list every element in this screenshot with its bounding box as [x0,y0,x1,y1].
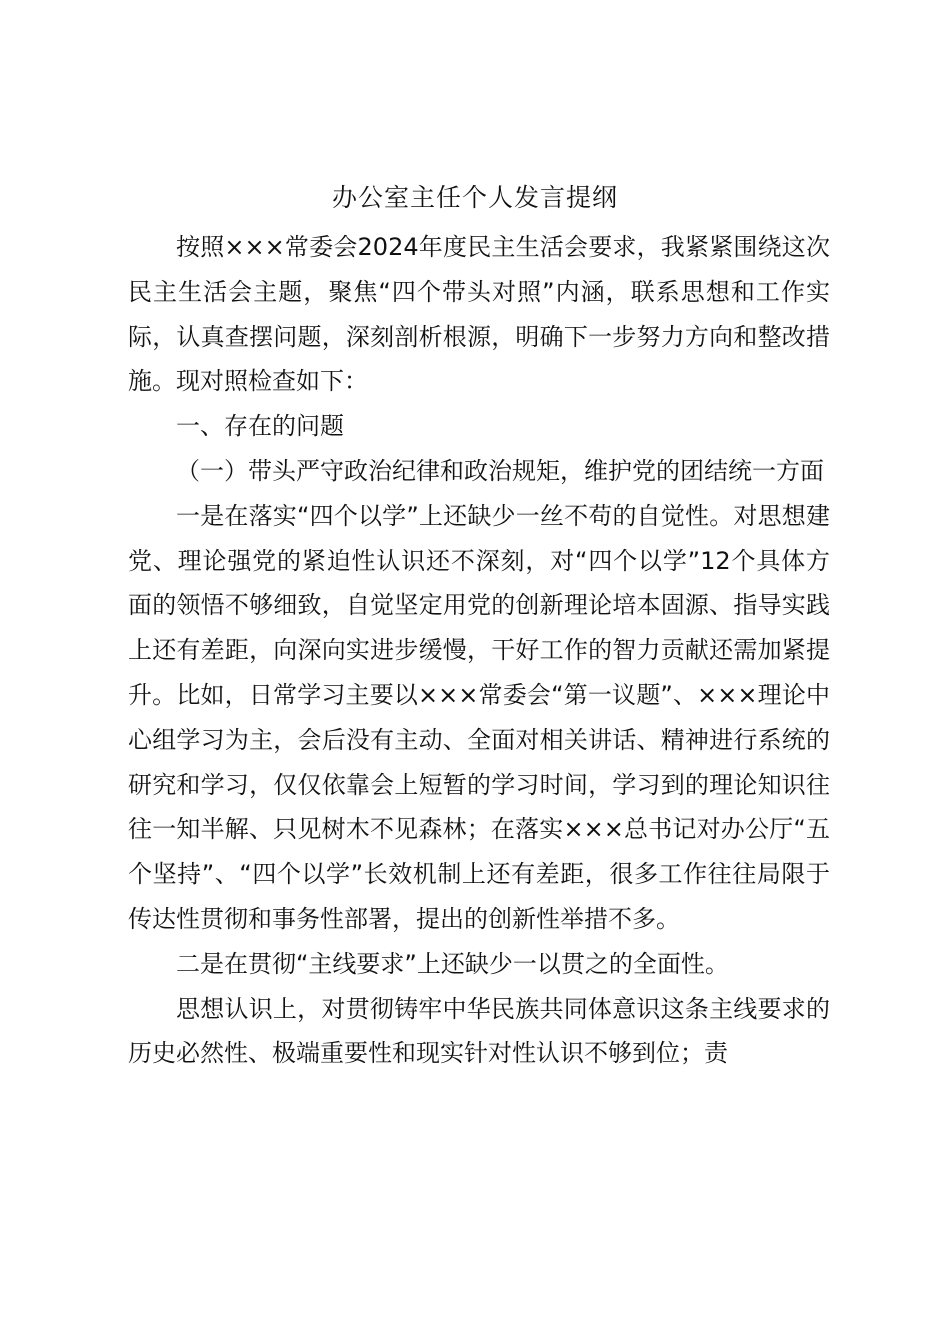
subsection-heading: （一）带头严守政治纪律和政治规矩，维护党的团结统一方面 [176,456,824,485]
paragraph-intro: 按照×××常委会2024年度民主生活会要求，我紧紧围绕这次民主生活会主题，聚焦“四个带头对照”内涵，联系思想和工作实际，认真查摆问题，深刻剖析根源，明确下一步努力方向和整改措施。现对照检查如下： [128,233,830,396]
paragraph-thinking: 思想认识上，对贯彻铸牢中华民族共同体意识这条主线要求的历史必然性、极端重要性和现实针对性认识不够到位；责 [128,994,830,1068]
document-title: 办公室主任个人发言提纲 [331,183,618,212]
document-body [128,225,830,1076]
paragraph-point-one: 一是在落实“四个以学”上还缺少一丝不苟的自觉性。对思想建党、理论强党的紧迫性认识还不深刻，对“四个以学”12个具体方面的领悟不够细致，自觉坚定用党的创新理论培本固源、指导实践上还有差距，向深向实进步缓慢，干好工作的智力贡献还需加紧提升。比如，日常学习主要以×××常委会“第一议题”、×××理论中心组学习为主，会后没有主动、全面对相关讲话、精神进行系统的研究和学习，仅仅依靠会上短暂的学习时间，学习到的理论知识往往一知半解、只见树木不见森林；在落实×××总书记对办公厅“五个坚持”、“四个以学”长效机制上还有差距，很多工作往往局限于传达性贯彻和事务性部署，提出的创新性举措不多。 [128,501,830,933]
paragraph-point-two: 二是在贯彻“主线要求”上还缺少一以贯之的全面性。 [176,949,729,978]
section-heading: 一、存在的问题 [176,412,344,441]
